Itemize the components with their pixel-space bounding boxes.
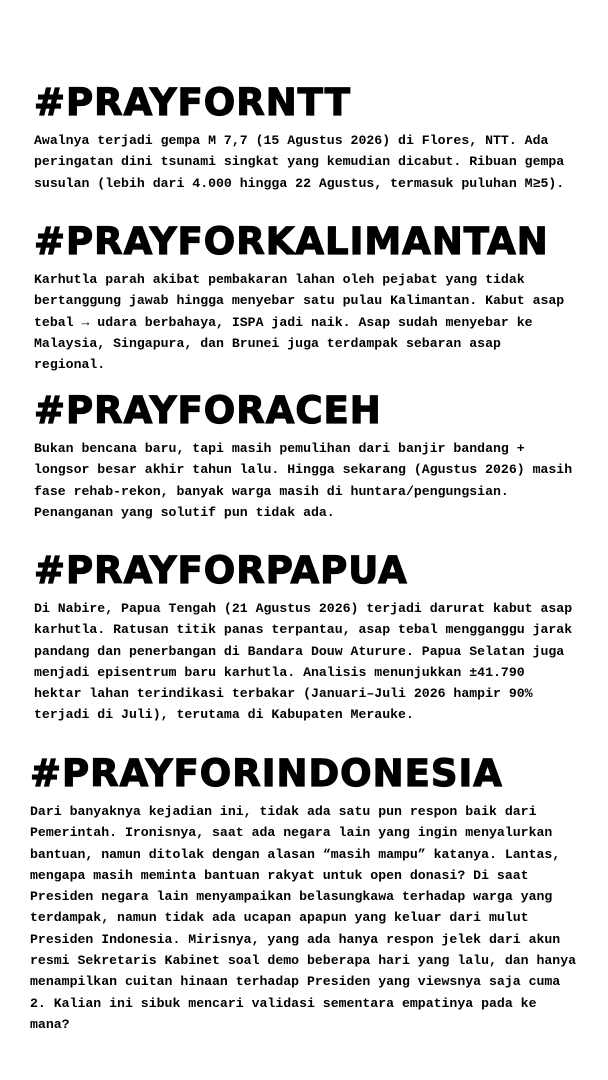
paragraph-papua: Di Nabire, Papua Tengah (21 Agustus 2026) terjadi darurat kabut asap karhutla. Ratusan titik panas terpantau, asap tebal mengganggu jarak pandang dan penerbangan di Bandara Douw Aturure. Papua Selatan juga menjadi episentrum baru karhutla. Analisis menunjukkan ±41.790 hektar lahan terindikasi terbakar (Januari–Juli 2026 hampir 90% terjadi di Juli), terutama di Kabupaten Merauke. [34,601,573,723]
paragraph-ntt: Awalnya terjadi gempa M 7,7 (15 Agustus 2026) di Flores, NTT. Ada peringatan dini tsunami singkat yang kemudian dicabut. Ribuan gempa susulan (lebih dari 4.000 hingga 22 Agustus, termasuk puluhan M≥5). [34,133,565,191]
section-ntt [34,82,574,194]
section-kalimantan [34,221,574,375]
heading-prayforkalimantan: #PRAYFORKALIMANTAN [34,220,549,263]
heading-prayforaceh: #PRAYFORACEH [34,389,382,432]
heading-prayforntt: #PRAYFORNTT [34,81,352,124]
paragraph-aceh: Bukan bencana baru, tapi masih pemulihan dari banjir bandang + longsor besar akhir tahun lalu. Hingga sekarang (Agustus 2026) masih fase rehab-rekon, banyak warga masih di huntara/pengungsian. Penanganan yang solutif pun tidak ada. [34,441,573,520]
section-papua [34,550,574,726]
heading-prayforindonesia: #PRAYFORINDONESIA [30,752,503,795]
paragraph-kalimantan: Karhutla parah akibat pembakaran lahan oleh pejabat yang tidak bertanggung jawab hingga menyebar satu pulau Kalimantan. Kabut asap tebal → udara berbahaya, ISPA jadi naik. Asap sudah menyebar ke Malaysia, Singapura, dan Brunei juga terdampak sebaran asap regional. [34,272,565,373]
section-aceh [34,390,574,523]
paragraph-indonesia: Dari banyaknya kejadian ini, tidak ada satu pun respon baik dari Pemerintah. Ironisnya, saat ada negara lain yang ingin menyalurkan bantuan, namun ditolak dengan alasan “masih mampu” katanya. Lantas, mengapa masih meminta bantuan rakyat untuk open donasi? Di saat Presiden negara lain menyampaikan belasungkawa terhadap warga yang terdampak, namun tidak ada ucapan apapun yang keluar dari mulut Presiden Indonesia. Mirisnya, yang ada hanya respon jelek dari akun resmi Sekretaris Kabinet soal demo beberapa hari yang lalu, dan hanya menampilkan cuitan hinaan terhadap Presiden yang viewsnya saja cuma 2. Kalian ini sibuk mencari validasi sementara empatinya pada ke mana? [30,804,577,1032]
heading-prayforpapua: #PRAYFORPAPUA [34,549,408,592]
section-indonesia [30,753,578,1035]
